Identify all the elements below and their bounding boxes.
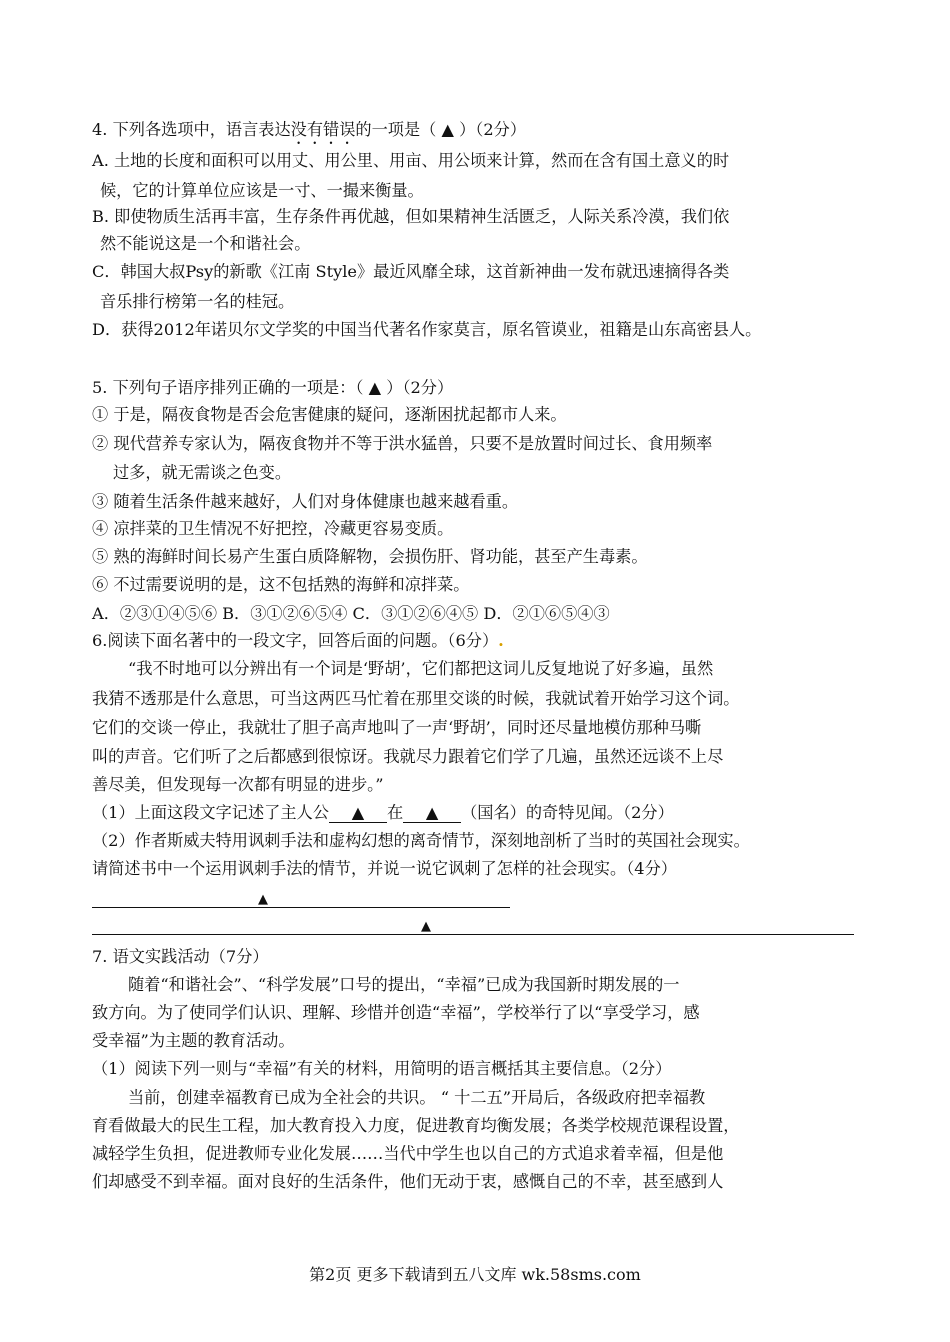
q6-answer-line-2[interactable] bbox=[92, 934, 854, 935]
q6-passage-line4: 叫的声音。它们听了之后都感到很惊讶。我就尽力跟着它们学了几遍，虽然还远谈不上尽 bbox=[92, 747, 724, 766]
q6-stem: 6.阅读下面名著中的一段文字，回答后面的问题。（6分）. bbox=[92, 631, 504, 650]
q6-passage-line2: 我猜不透那是什么意思，可当这两匹马忙着在那里交谈的时候，我就试着开始学习这个词。 bbox=[92, 689, 740, 708]
q7-material-line2: 育看做最大的民生工程，加大教育投入力度，促进教育均衡发展；各类学校规范课程设置， bbox=[92, 1116, 740, 1135]
q4-emphasis: 没有错误 bbox=[290, 120, 356, 139]
q7-material-line3: 减轻学生负担，促进教师专业化发展……当代中学生也以自己的方式追求着幸福，但是他 bbox=[92, 1144, 724, 1163]
q5-sentence-3: ③ 随着生活条件越来越好，人们对身体健康也越来越看重。 bbox=[92, 492, 519, 511]
q4-option-d: D．获得2012年诺贝尔文学奖的中国当代著名作家莫言，原名管谟业，祖籍是山东高密县人。 bbox=[92, 320, 762, 339]
q5-sentence-2-line1: ② 现代营养专家认为，隔夜食物并不等于洪水猛兽，只要不是放置时间过长、食用频率 bbox=[92, 434, 713, 453]
q6-sub2-line2: 请简述书中一个运用讽刺手法的情节，并说一说它讽刺了怎样的社会现实。（4分） bbox=[92, 859, 677, 878]
q7-intro-line3: 受幸福”为主题的教育活动。 bbox=[92, 1031, 295, 1050]
q6-sub2-line1: （2）作者斯威夫特用讽刺手法和虚构幻想的离奇情节，深刻地剖析了当时的英国社会现实。 bbox=[92, 831, 750, 850]
page-footer: 第2页 更多下载请到五八文库 wk.58sms.com bbox=[309, 1265, 641, 1284]
q6-passage-line3: 它们的交谈一停止，我就壮了胆子高声地叫了一声‘野胡’，同时还尽量地模仿那种马嘶 bbox=[92, 718, 702, 737]
q6-answer-mark-1: ▲ bbox=[258, 892, 268, 907]
q5-sentence-5: ⑤ 熟的海鲜时间长易产生蛋白质降解物，会损伤肝、肾功能，甚至产生毒素。 bbox=[92, 547, 648, 566]
q5-options: A．②③①④⑤⑥ B．③①②⑥⑤④ C．③①②⑥④⑤ D．②①⑥⑤④③ bbox=[92, 604, 610, 623]
q7-material-line4: 们却感受不到幸福。面对良好的生活条件，他们无动于衷，感慨自己的不幸，甚至感到人 bbox=[92, 1172, 724, 1191]
q5-stem: 5. 下列句子语序排列正确的一项是：（ ▲ ）（2分） bbox=[92, 378, 454, 397]
q5-sentence-4: ④ 凉拌菜的卫生情况不好把控，冷藏更容易变质。 bbox=[92, 519, 454, 538]
q4-option-c-line1: C．韩国大叔Psy的新歌《江南 Style》最近风靡全球，这首新神曲一发布就迅速摘得各类 bbox=[92, 262, 730, 281]
q6-answer-line-1[interactable] bbox=[92, 907, 510, 908]
q4-option-a-line2: 候，它的计算单位应该是一寸、一撮来衡量。 bbox=[100, 181, 424, 200]
q7-stem: 7. 语文实践活动（7分） bbox=[92, 947, 269, 966]
q6-sub1: （1）上面这段文字记述了主人公 ▲ 在 ▲ （国名）的奇特见闻。（2分） bbox=[92, 803, 674, 822]
q5-sentence-1: ① 于是，隔夜食物是否会危害健康的疑问，逐渐困扰起都市人来。 bbox=[92, 405, 567, 424]
q6-stem-dot: . bbox=[498, 631, 504, 650]
q4-stem: 4. 下列各选项中，语言表达没有错误的一项是（ ▲ ）（2分） bbox=[92, 120, 527, 139]
q7-intro-line2: 致方向。为了使同学们认识、理解、珍惜并创造“幸福”，学校举行了以“享受学习，感 bbox=[92, 1003, 700, 1022]
q7-material-line1: 当前，创建幸福教育已成为全社会的共识。 “ 十二五”开局后，各级政府把幸福教 bbox=[128, 1088, 706, 1107]
q6-passage-line5: 善尽美，但发现每一次都有明显的进步。” bbox=[92, 775, 384, 794]
q6-passage-line1: “我不时地可以分辨出有一个词是‘野胡’，它们都把这词儿反复地说了好多遍，虽然 bbox=[128, 659, 714, 678]
q7-sub1: （1）阅读下列一则与“幸福”有关的材料，用简明的语言概括其主要信息。（2分） bbox=[92, 1059, 672, 1078]
q6-answer-mark-2: ▲ bbox=[421, 919, 431, 934]
q6-blank-protagonist[interactable]: ▲ bbox=[329, 804, 387, 823]
q4-option-b-line1: B. 即使物质生活再丰富，生存条件再优越，但如果精神生活匮乏，人际关系冷漠，我们依 bbox=[92, 207, 730, 226]
q4-option-a-line1: A. 土地的长度和面积可以用丈、用公里、用亩、用公顷来计算，然而在含有国土意义的时 bbox=[92, 151, 730, 170]
q5-sentence-2-line2: 过多，就无需谈之色变。 bbox=[113, 463, 292, 482]
q4-option-b-line2: 然不能说这是一个和谐社会。 bbox=[100, 234, 311, 253]
q4-option-c-line2: 音乐排行榜第一名的桂冠。 bbox=[100, 292, 295, 311]
q5-sentence-6: ⑥ 不过需要说明的是，这不包括熟的海鲜和凉拌菜。 bbox=[92, 575, 470, 594]
q6-blank-country[interactable]: ▲ bbox=[403, 804, 461, 823]
q7-intro-line1: 随着“和谐社会”、“科学发展”口号的提出，“幸福”已成为我国新时期发展的一 bbox=[128, 975, 680, 994]
